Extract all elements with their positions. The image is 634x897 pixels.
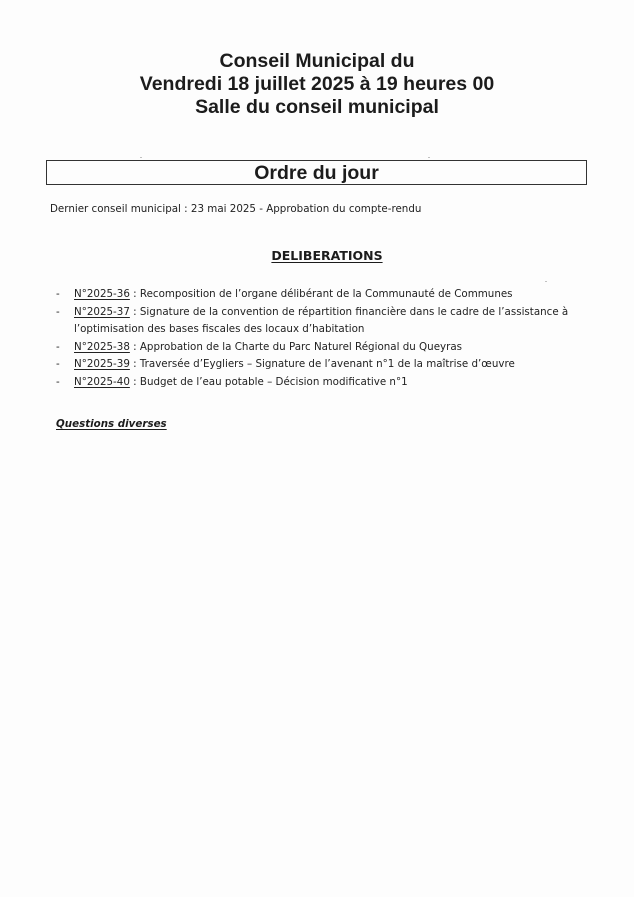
header-line-room: Salle du conseil municipal: [195, 96, 439, 118]
deliberation-item: [56, 374, 586, 392]
deliberation-number: N°2025-40: [74, 375, 130, 388]
deliberation-number: N°2025-36: [74, 288, 130, 300]
scan-speck: [428, 157, 430, 158]
list-dash: -: [56, 358, 60, 371]
header-line-date: Vendredi 18 juillet 2025 à 19 heures 00: [139, 73, 495, 95]
deliberation-item: [56, 304, 586, 339]
agenda-title: Ordre du jour: [254, 162, 379, 184]
deliberation-item: [56, 356, 586, 374]
deliberation-number: N°2025-37: [74, 305, 130, 318]
deliberations-list: [56, 286, 586, 392]
deliberation-text: Traversée d’Eygliers – Signature de l’avenant n°1 de la maîtrise d’œuvre: [139, 358, 515, 371]
header-line-council: Conseil Municipal du: [219, 50, 415, 72]
deliberation-text: Budget de l’eau potable – Décision modificative n°1: [139, 375, 408, 388]
list-dash: -: [56, 288, 60, 300]
scan-speck: [545, 281, 547, 282]
deliberation-item: [56, 286, 586, 304]
deliberation-separator: :: [129, 375, 140, 388]
list-dash: -: [56, 340, 60, 353]
deliberation-number: N°2025-38: [74, 340, 130, 353]
deliberation-item: [56, 339, 586, 357]
list-dash: -: [56, 305, 60, 318]
deliberation-separator: :: [129, 358, 140, 371]
agenda-title-box: [46, 160, 587, 185]
meeting-header: [0, 50, 634, 119]
deliberation-text: Approbation de la Charte du Parc Naturel Régional du Queyras: [139, 340, 463, 353]
last-council-note: Dernier conseil municipal : 23 mai 2025 - Approbation du compte-rendu: [50, 203, 422, 215]
deliberation-separator: :: [129, 288, 140, 300]
deliberations-heading-text: DELIBERATIONS: [271, 248, 383, 263]
deliberation-separator: :: [129, 305, 140, 318]
deliberation-separator: :: [129, 340, 140, 353]
questions-diverses-heading: Questions diverses: [56, 418, 167, 430]
deliberation-number: N°2025-39: [74, 358, 130, 371]
deliberation-text: Recomposition de l’organe délibérant de la Communauté de Communes: [139, 288, 513, 300]
scan-speck: [140, 157, 142, 158]
list-dash: -: [56, 375, 60, 388]
deliberation-text: Signature de la convention de répartition financière dans le cadre de l’assistance à l’optimisation des bases fiscales des locaux d’habitation: [74, 305, 569, 336]
deliberations-heading: [0, 248, 634, 264]
